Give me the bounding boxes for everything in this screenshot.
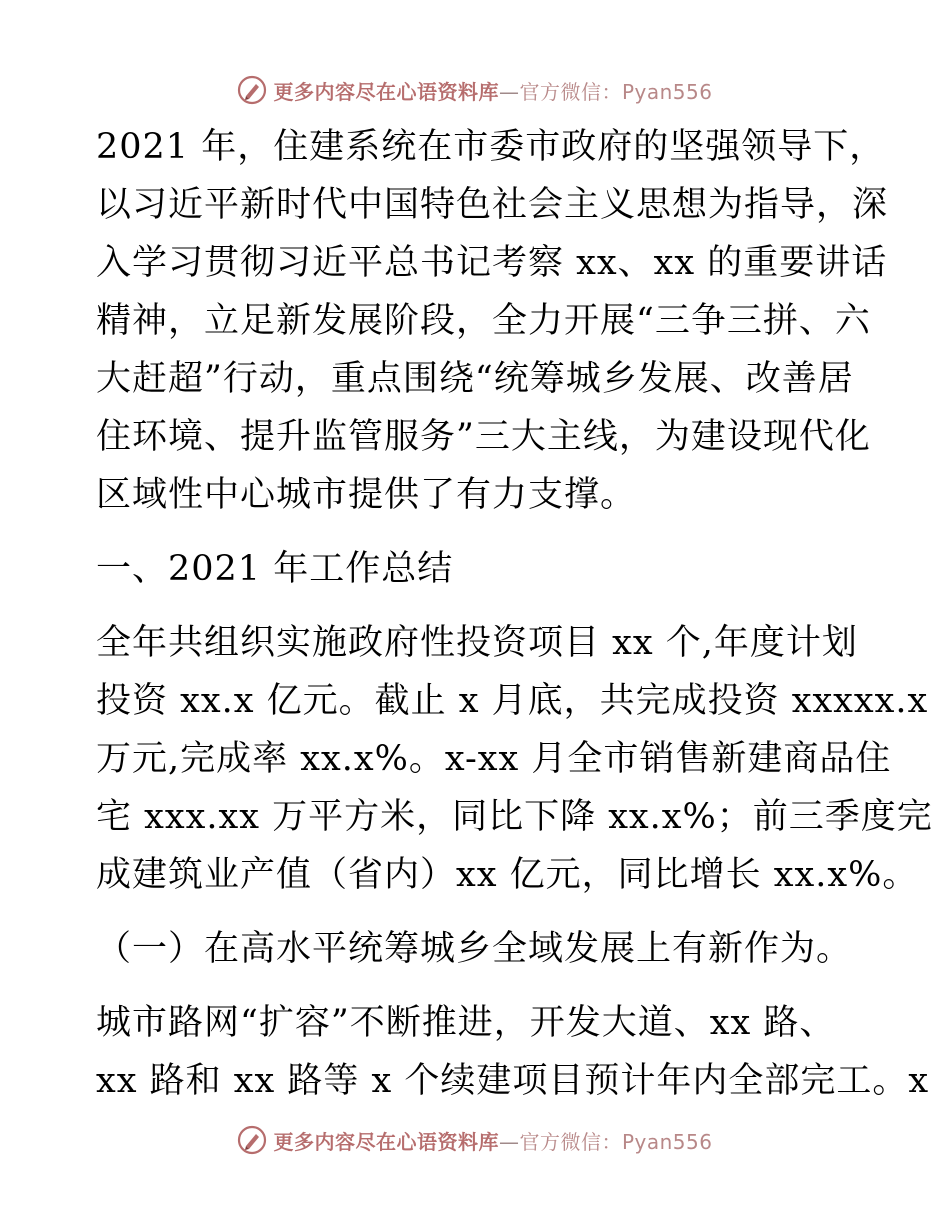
heading-text: （一）在高水平统筹城乡全域发展上有新作为。 [96, 929, 853, 969]
text-line: 宅 xxx.xx 万平方米，同比下降 xx.x%；前三季度完 [96, 797, 933, 837]
watermark-main: 更多内容尽在心语资料库 [273, 1129, 499, 1154]
text-line: 万元,完成率 xx.x%。x-xx 月全市销售新建商品住 [96, 739, 892, 779]
text-line: 区域性中心城市提供了有力支撑。 [96, 475, 637, 515]
text-line: 精神，立足新发展阶段，全力开展“三争三拼、六 [96, 301, 871, 341]
text-line: 住环境、提升监管服务”三大主线，为建设现代化 [96, 417, 871, 457]
text-line: 2021 年，住建系统在市委市政府的坚强领导下， [96, 127, 886, 167]
watermark-text [273, 76, 712, 105]
heading-text: 一、2021 年工作总结 [96, 549, 454, 589]
watermark-main: 更多内容尽在心语资料库 [273, 79, 499, 104]
section-heading [96, 540, 856, 598]
text-line: 投资 xx.x 亿元。截止 x 月底，共完成投资 xxxxx.x [96, 681, 929, 721]
watermark-separator: — [498, 79, 520, 104]
intro-paragraph [96, 118, 889, 524]
watermark-contact: 官方微信：Pyan556 [519, 79, 713, 104]
watermark-header [0, 70, 950, 110]
text-line: 成建筑业产值（省内）xx 亿元，同比增长 xx.x%。 [96, 855, 919, 895]
pen-logo-icon [237, 1125, 267, 1155]
text-line: 全年共组织实施政府性投资项目 xx 个,年度计划 [96, 623, 858, 663]
text-line: xx 路和 xx 路等 x 个续建项目预计年内全部完工。x [96, 1061, 930, 1101]
roads-paragraph [96, 994, 930, 1110]
watermark-text [273, 1126, 712, 1155]
watermark-footer [0, 1120, 950, 1160]
text-line: 大赶超”行动，重点围绕“统筹城乡发展、改善居 [96, 359, 854, 399]
watermark-separator: — [498, 1129, 520, 1154]
text-line: 以习近平新时代中国特色社会主义思想为指导，深 [96, 185, 889, 225]
text-line: 城市路网“扩容”不断推进，开发大道、xx 路、 [96, 1003, 836, 1043]
document-body [96, 118, 933, 1110]
summary-paragraph [96, 614, 933, 904]
pen-logo-icon [237, 75, 267, 105]
text-line: 入学习贯彻习近平总书记考察 xx、xx 的重要讲话 [96, 243, 888, 283]
watermark-contact: 官方微信：Pyan556 [519, 1129, 713, 1154]
subsection-heading [96, 920, 856, 978]
